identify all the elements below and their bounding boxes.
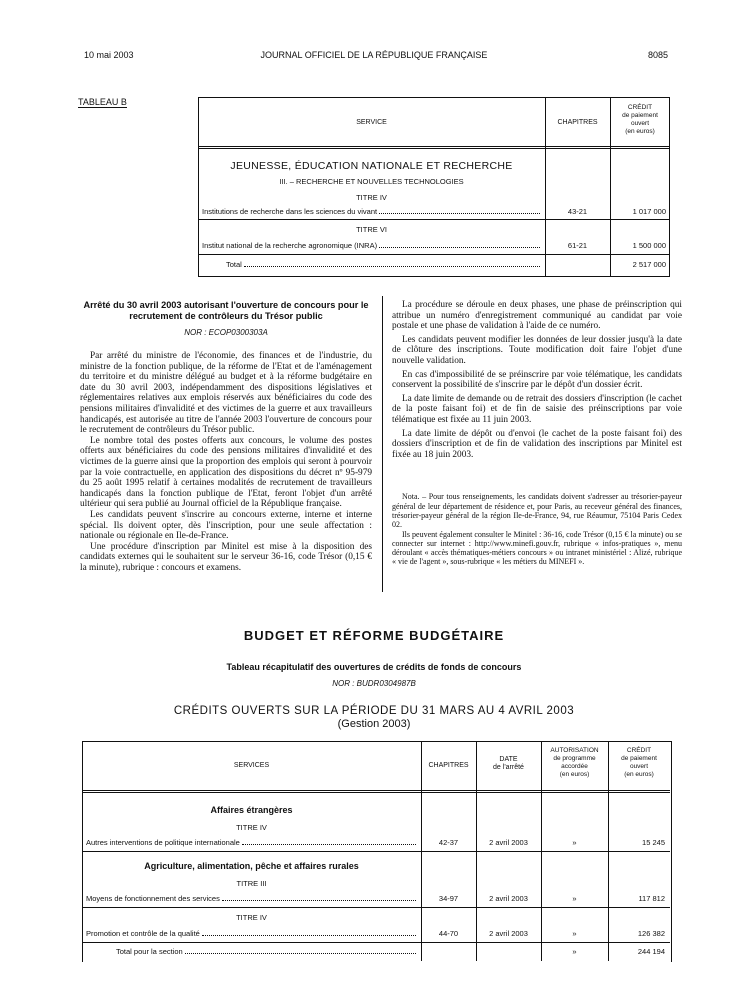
page-number: 8085 — [647, 50, 668, 60]
credit-value: 15 245 — [642, 838, 665, 847]
col-autorisation: AUTORISATION de programme accordée (en euros) — [550, 747, 599, 778]
table-row: Institut national de la recherche agronomique (INRA) — [202, 241, 542, 250]
tableau-b-label: TABLEAU B — [78, 97, 127, 107]
arrete-title: Arrêté du 30 avril 2003 autorisant l'ouverture de concours pour le recrutement de contrôleurs du Trésor public — [83, 300, 369, 321]
credits-table — [82, 741, 670, 961]
note: Ils peuvent également consulter le Minitel : 36-16, code Trésor (0,15 € la minute) ou se connecter sur internet : http://www.minefi.gouv.fr, rubrique « infos-pratiques », menu déroulant « accès thématiques-métiers concours » ou intranet ministériel : Alizé, rubrique « vie de l'agent », sous-rubrique « les métiers du MINEFI ». — [392, 529, 682, 567]
chapitre-value: 61-21 — [567, 241, 588, 250]
total-value: 2 517 000 — [632, 260, 666, 269]
autorisation-value: » — [572, 838, 577, 847]
col-services: SERVICES — [233, 762, 270, 769]
header-date: 10 mai 2003 — [84, 50, 134, 60]
table-row: Moyens de fonctionnement des services — [86, 894, 418, 903]
titre-vi: TITRE VI — [356, 225, 387, 234]
credits-title: CRÉDITS OUVERTS SUR LA PÉRIODE DU 31 MARS AU 4 AVRIL 2003 — [173, 705, 575, 717]
credit-value: 126 382 — [637, 929, 665, 938]
titre-label: TITRE IV — [236, 913, 267, 922]
arrete-right-column — [392, 300, 682, 567]
section-title: Affaires étrangères — [210, 805, 293, 815]
date-value: 2 avril 2003 — [489, 894, 528, 903]
chapitre-value: 43-21 — [567, 207, 588, 216]
arrete-left-column — [80, 300, 372, 573]
col-service: SERVICE — [356, 119, 387, 126]
credit-value: 1 017 000 — [632, 207, 666, 216]
date-value: 2 avril 2003 — [489, 838, 528, 847]
credit-value: 117 812 — [638, 894, 665, 903]
col-chapitres: CHAPITRES — [557, 119, 598, 126]
total-autorisation: » — [572, 947, 577, 956]
table-row: Institutions de recherche dans les sciences du vivant — [202, 207, 542, 216]
ministry-title: JEUNESSE, ÉDUCATION NATIONALE ET RECHERCHE — [230, 160, 513, 172]
autorisation-value: » — [572, 894, 577, 903]
paragraph: En cas d'impossibilité de se préinscrire par voie télématique, les candidats conservent la possibilité de s'inscrire par le dépôt d'un dossier écrit. — [392, 369, 682, 391]
col-chapitres: CHAPITRES — [428, 762, 469, 769]
total-row: Total — [226, 260, 542, 269]
chapitre-value: 44-70 — [438, 929, 459, 938]
col-date: DATE de l'arrêté — [493, 756, 524, 771]
chapitre-value: 42-37 — [438, 838, 459, 847]
chapitre-value: 34-97 — [438, 894, 459, 903]
total-credit: 244 194 — [637, 947, 665, 956]
journal-title: JOURNAL OFFICIEL DE LA RÉPUBLIQUE FRANÇAISE — [260, 50, 488, 60]
section-title: III. – RECHERCHE ET NOUVELLES TECHNOLOGIES — [279, 177, 464, 186]
note: Nota. – Pour tous renseignements, les candidats doivent s'adresser au trésorier-payeur général de leur département de résidence et, pour Paris, au receveur général des finances, trésorier-payeur général de la région Ile-de-France, 94, rue Réaumur, 75104 Paris Cedex 02. — [392, 492, 682, 530]
paragraph: La procédure se déroule en deux phases, une phase de préinscription qui attribue un numéro d'enregistrement communiqué au candidat par voie postale et une phase de validation à l'aide de ce numéro. — [392, 300, 682, 332]
budget-nor: NOR : BUDR0304987B — [332, 679, 416, 688]
paragraph: Le nombre total des postes offerts aux concours, le volume des postes offerts aux bénéficiaires du code des pensions militaires d'invalidité et des victimes de la guerre ainsi que la proportion des emplois qui seront à pourvoir par la voie contractuelle, en application des dispositions du décret nº 95-979 du 25 août 1995 relatif à certaines modalités de recrutement de travailleurs handicapés dans la fonction publique de l'Etat, feront l'objet d'un arrêté ultérieur qui sera publié au Journal officiel de la République française. — [80, 435, 372, 510]
paragraph: Une procédure d'inscription par Minitel est mise à la disposition des candidats externes qui le souhaitent sur le serveur 36-16, code Trésor (0,15 € la minute), rubrique : concours et examens. — [80, 541, 372, 573]
col-credit: CRÉDIT de paiement ouvert (en euros) — [621, 747, 657, 778]
titre-label: TITRE IV — [236, 823, 267, 832]
arrete-nor: NOR : ECOP0300303A — [184, 328, 268, 337]
date-value: 2 avril 2003 — [489, 929, 528, 938]
gestion: (Gestion 2003) — [337, 718, 411, 730]
section-heading: BUDGET ET RÉFORME BUDGÉTAIRE — [243, 628, 505, 643]
paragraph: Les candidats peuvent modifier les données de leur dossier jusqu'à la date de clôture des inscriptions. Toute modification doit faire l'objet d'une nouvelle validation. — [392, 334, 682, 366]
paragraph: Par arrêté du ministre de l'économie, des finances et de l'industrie, du ministre de la fonction publique, de la réforme de l'Etat et de l'aménagement du territoire et du ministre délégué au budget et à la réforme budgétaire en date du 30 avril 2003, indépendamment des dispositions législatives et réglementaires relatives aux emplois réservés aux bénéficiaires du code des pensions militaires d'invalidité et des victimes de la guerre et aux travailleurs handicapés, est autorisée au titre de l'année 2003 l'ouverture de concours pour le recrutement de contrôleurs du Trésor public. — [80, 351, 372, 436]
paragraph: La date limite de dépôt ou d'envoi (le cachet de la poste faisant foi) des dossiers d'inscription et de fin de validation des inscriptions par Minitel est fixée au 18 juin 2003. — [392, 428, 682, 460]
tableau-b — [198, 97, 670, 277]
credit-value: 1 500 000 — [632, 241, 666, 250]
section-title: Agriculture, alimentation, pêche et affaires rurales — [144, 861, 359, 871]
col-credit: CRÉDIT de paiement ouvert (en euros) — [622, 104, 658, 135]
paragraph: Les candidats peuvent s'inscrire au concours externe, interne et interne spécial. Ils doivent opter, dès l'inscription, pour une seule affectation : nationale ou régionale en Ile-de-France. — [80, 509, 372, 542]
titre-iv: TITRE IV — [356, 193, 387, 202]
paragraph: La date limite de demande ou de retrait des dossiers d'inscription (le cachet de la poste faisant foi) et de fin de saisie des préinscriptions par voie télématique est fixée au 11 juin 2003. — [392, 393, 682, 425]
titre-label: TITRE III — [236, 879, 267, 888]
autorisation-value: » — [572, 929, 577, 938]
total-row: Total pour la section — [116, 947, 418, 956]
table-row: Autres interventions de politique internationale — [86, 838, 418, 847]
subtitle: Tableau récapitulatif des ouvertures de crédits de fonds de concours — [226, 662, 522, 672]
table-row: Promotion et contrôle de la qualité — [86, 929, 418, 938]
